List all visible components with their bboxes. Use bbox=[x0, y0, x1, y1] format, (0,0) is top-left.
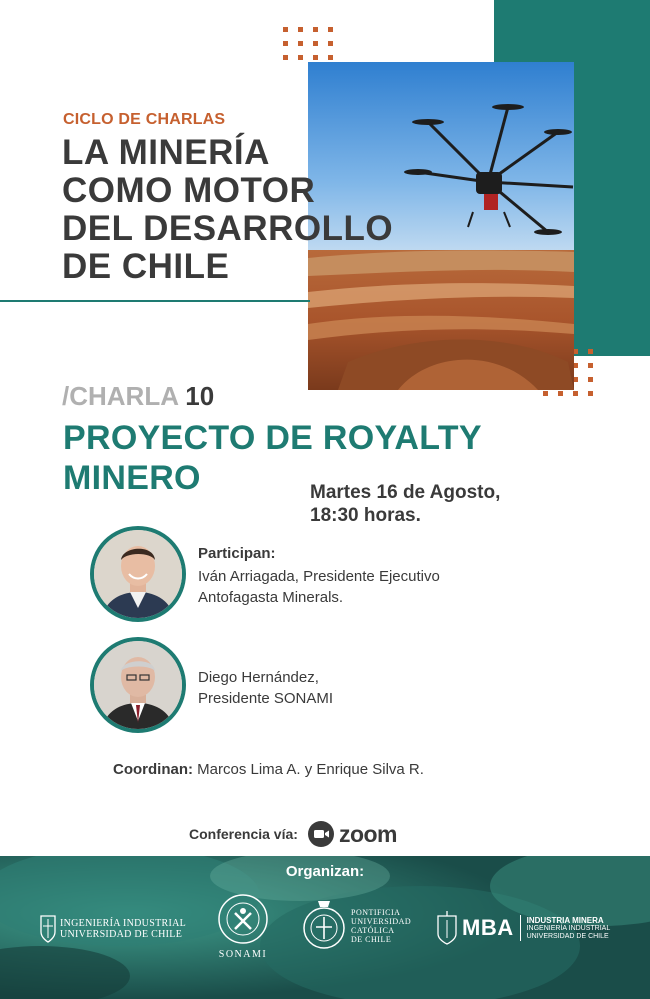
ingenieria-industrial-shield-icon bbox=[40, 914, 56, 944]
speaker-info bbox=[198, 566, 440, 608]
main-title-line: COMO MOTOR bbox=[62, 171, 316, 210]
series-label: CICLO DE CHARLAS bbox=[63, 111, 226, 128]
logo-sonami-text: SONAMI bbox=[218, 949, 268, 960]
zoom-logo-text: zoom bbox=[338, 820, 397, 847]
speaker-avatar bbox=[90, 526, 186, 622]
logo-mba-text: MBA bbox=[462, 915, 514, 940]
talk-number: 10 bbox=[185, 381, 215, 411]
sonami-seal-icon bbox=[217, 893, 269, 945]
logo-sonami bbox=[213, 893, 273, 960]
speakers-heading: Participan: bbox=[198, 545, 276, 562]
logo-line: PONTIFICIA bbox=[351, 908, 401, 917]
coordinators-line bbox=[113, 761, 424, 778]
logo-line: UNIVERSIDAD bbox=[351, 917, 412, 926]
logo-line: UNIVERSIDAD DE CHILE bbox=[60, 929, 183, 940]
mba-shield-icon bbox=[436, 910, 458, 946]
logo-line: CATÓLICA bbox=[351, 926, 395, 935]
logo-line: UNIVERSIDAD DE CHILE bbox=[526, 932, 609, 940]
organizers-label: Organizan: bbox=[285, 863, 365, 880]
coordinators-label: Coordinan: bbox=[113, 761, 193, 778]
logo-divider bbox=[520, 915, 521, 941]
talk-title-line: MINERO bbox=[63, 459, 201, 497]
dot-pattern-top bbox=[283, 27, 333, 60]
speaker-role: Presidente SONAMI bbox=[198, 690, 334, 707]
title-divider bbox=[0, 300, 310, 302]
main-title-line: LA MINERÍA bbox=[62, 133, 270, 172]
coordinators-names: Marcos Lima A. y Enrique Silva R. bbox=[193, 761, 424, 778]
main-title-line: DE CHILE bbox=[62, 247, 230, 286]
speaker-avatar bbox=[90, 637, 186, 733]
logo-line: INGENIERÍA INDUSTRIAL bbox=[60, 918, 187, 929]
talk-date bbox=[310, 481, 500, 527]
conference-info bbox=[189, 820, 397, 848]
talk-prefix: /CHARLA bbox=[62, 381, 179, 411]
talk-title-line: PROYECTO DE ROYALTY bbox=[63, 419, 482, 457]
logo-line: INDUSTRIA MINERA bbox=[526, 915, 604, 925]
speaker-info bbox=[198, 667, 333, 709]
puc-seal-icon bbox=[302, 897, 346, 955]
speaker-company: Antofagasta Minerals. bbox=[198, 589, 344, 606]
video-camera-icon bbox=[308, 821, 334, 847]
main-title-line: DEL DESARROLLO bbox=[62, 209, 394, 248]
logo-puc bbox=[302, 897, 411, 955]
conference-label: Conferencia vía: bbox=[189, 826, 298, 842]
talk-number-label bbox=[62, 381, 214, 412]
logo-line: DE CHILE bbox=[351, 935, 392, 944]
talk-time-line: 18:30 horas. bbox=[310, 505, 421, 526]
logo-ingenieria-industrial bbox=[40, 914, 186, 944]
logo-line: INGENIERÍA INDUSTRIAL bbox=[526, 924, 611, 932]
talk-date-line: Martes 16 de Agosto, bbox=[310, 482, 501, 503]
logo-mba bbox=[436, 910, 610, 946]
speaker-name: Diego Hernández, bbox=[198, 669, 319, 686]
main-title bbox=[62, 134, 393, 286]
speaker-name-role: Iván Arriagada, Presidente Ejecutivo bbox=[198, 568, 440, 585]
